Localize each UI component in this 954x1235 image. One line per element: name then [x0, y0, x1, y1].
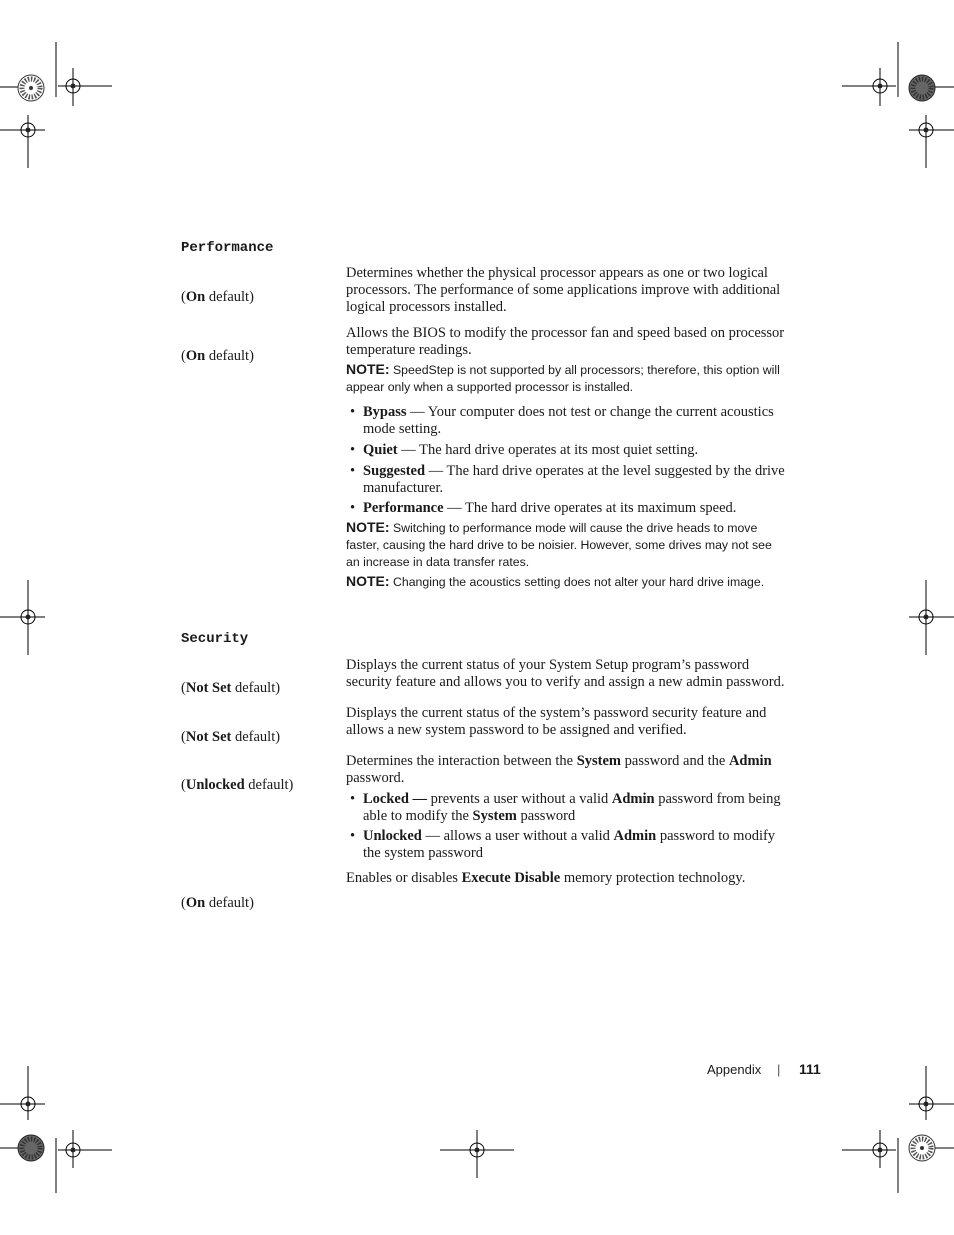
default-suffix: default)	[231, 680, 281, 696]
note-performance-mode	[346, 519, 786, 571]
bullet-text: password to modify the system password	[363, 828, 776, 861]
bullet-text: — The hard drive operates at the level suggested by the drive manufacturer.	[363, 463, 785, 496]
default-value: Not Set	[185, 729, 232, 745]
bullet-text: — allows a user without a valid	[421, 828, 614, 844]
list-item	[346, 500, 786, 517]
default-suffix: default)	[205, 289, 254, 305]
note-text: Switching to performance mode will cause the drive heads to move faster, causing the hard drive to be noisier. However, some drives may not see an increase in data transfer rates.	[346, 521, 772, 569]
desc-text: memory protection technology.	[560, 870, 746, 886]
security-desc-1: Displays the current status of your System Setup program’s password security feature and allows you to verify and assign a new admin password.	[346, 657, 785, 690]
default-value: On	[185, 895, 206, 911]
desc-term: System	[576, 753, 622, 769]
security-desc-4	[346, 870, 786, 887]
bullet-text: prevents a user without a valid	[427, 791, 612, 807]
default-value: On	[185, 289, 206, 305]
note-label: NOTE:	[346, 573, 390, 589]
default-suffix: default)	[205, 895, 254, 911]
default-suffix: default)	[231, 729, 281, 745]
note-acoustics	[346, 573, 786, 591]
bullet-term: Quiet	[363, 442, 398, 458]
default-value: Not Set	[185, 680, 232, 696]
bullet-term: Performance	[363, 500, 444, 516]
paren-open: (	[181, 729, 186, 745]
security-desc-3	[346, 753, 786, 787]
performance-default-1	[181, 289, 254, 306]
note-label: NOTE:	[346, 361, 390, 377]
performance-section-title: Performance	[181, 240, 274, 256]
note-text: Changing the acoustics setting does not alter your hard drive image.	[389, 575, 765, 589]
paren-open: (	[181, 680, 186, 696]
bullet-text: — The hard drive operates at its maximum speed.	[443, 500, 737, 516]
security-default-2	[181, 729, 280, 746]
paren-open: (	[181, 348, 186, 364]
performance-desc-1: Determines whether the physical processor appears as one or two logical processors. The performance of some applications improve with additional logical processors installed.	[346, 265, 781, 315]
bullet-term: Admin	[611, 791, 655, 807]
desc-text: Determines the interaction between the	[346, 753, 577, 769]
note-label: NOTE:	[346, 519, 390, 535]
security-section-title: Security	[181, 631, 249, 647]
default-value: On	[185, 348, 206, 364]
default-suffix: default)	[244, 777, 294, 793]
bullet-text: — Your computer does not test or change the current acoustics mode setting.	[363, 404, 774, 437]
acoustics-bullet-list	[346, 404, 786, 517]
note-text: SpeedStep is not supported by all processors; therefore, this option will appear only when a supported processor is installed.	[346, 363, 780, 394]
bullet-term: System	[472, 808, 517, 824]
performance-default-2	[181, 348, 254, 365]
default-suffix: default)	[205, 348, 254, 364]
bullet-term: Admin	[613, 828, 657, 844]
note-speedstep	[346, 361, 786, 396]
security-desc-2: Displays the current status of the system’s password security feature and allows a new system password to be assigned and verified.	[346, 705, 767, 738]
desc-text: password and the	[621, 753, 729, 769]
bullet-term: Unlocked	[363, 828, 422, 844]
list-item	[346, 791, 786, 825]
bullet-term: Bypass	[363, 404, 407, 420]
list-item	[346, 442, 786, 459]
security-default-4	[181, 895, 254, 912]
paren-open: (	[181, 895, 186, 911]
bullet-text: password from being able to modify the	[363, 791, 781, 824]
bullet-text: password	[516, 808, 576, 824]
paren-open: (	[181, 289, 186, 305]
paren-open: (	[181, 777, 186, 793]
list-item	[346, 463, 786, 497]
default-value: Unlocked	[185, 777, 245, 793]
page-number: 111	[799, 1061, 821, 1077]
bullet-text: — The hard drive operates at its most quiet setting.	[397, 442, 699, 458]
list-item	[346, 404, 786, 438]
list-item	[346, 828, 786, 862]
desc-term: Execute Disable	[461, 870, 561, 886]
security-default-1	[181, 680, 280, 697]
bullet-term: Suggested	[363, 463, 426, 479]
performance-desc-2: Allows the BIOS to modify the processor fan and speed based on processor temperature readings.	[346, 325, 785, 358]
footer-separator: |	[777, 1062, 781, 1077]
desc-term: Admin	[728, 753, 772, 769]
desc-text: password.	[346, 770, 405, 786]
desc-text: Enables or disables	[346, 870, 462, 886]
bullet-term: Locked —	[363, 791, 428, 807]
security-default-3	[181, 777, 293, 794]
password-bullet-list	[346, 791, 786, 862]
footer-section-label: Appendix	[707, 1062, 762, 1077]
